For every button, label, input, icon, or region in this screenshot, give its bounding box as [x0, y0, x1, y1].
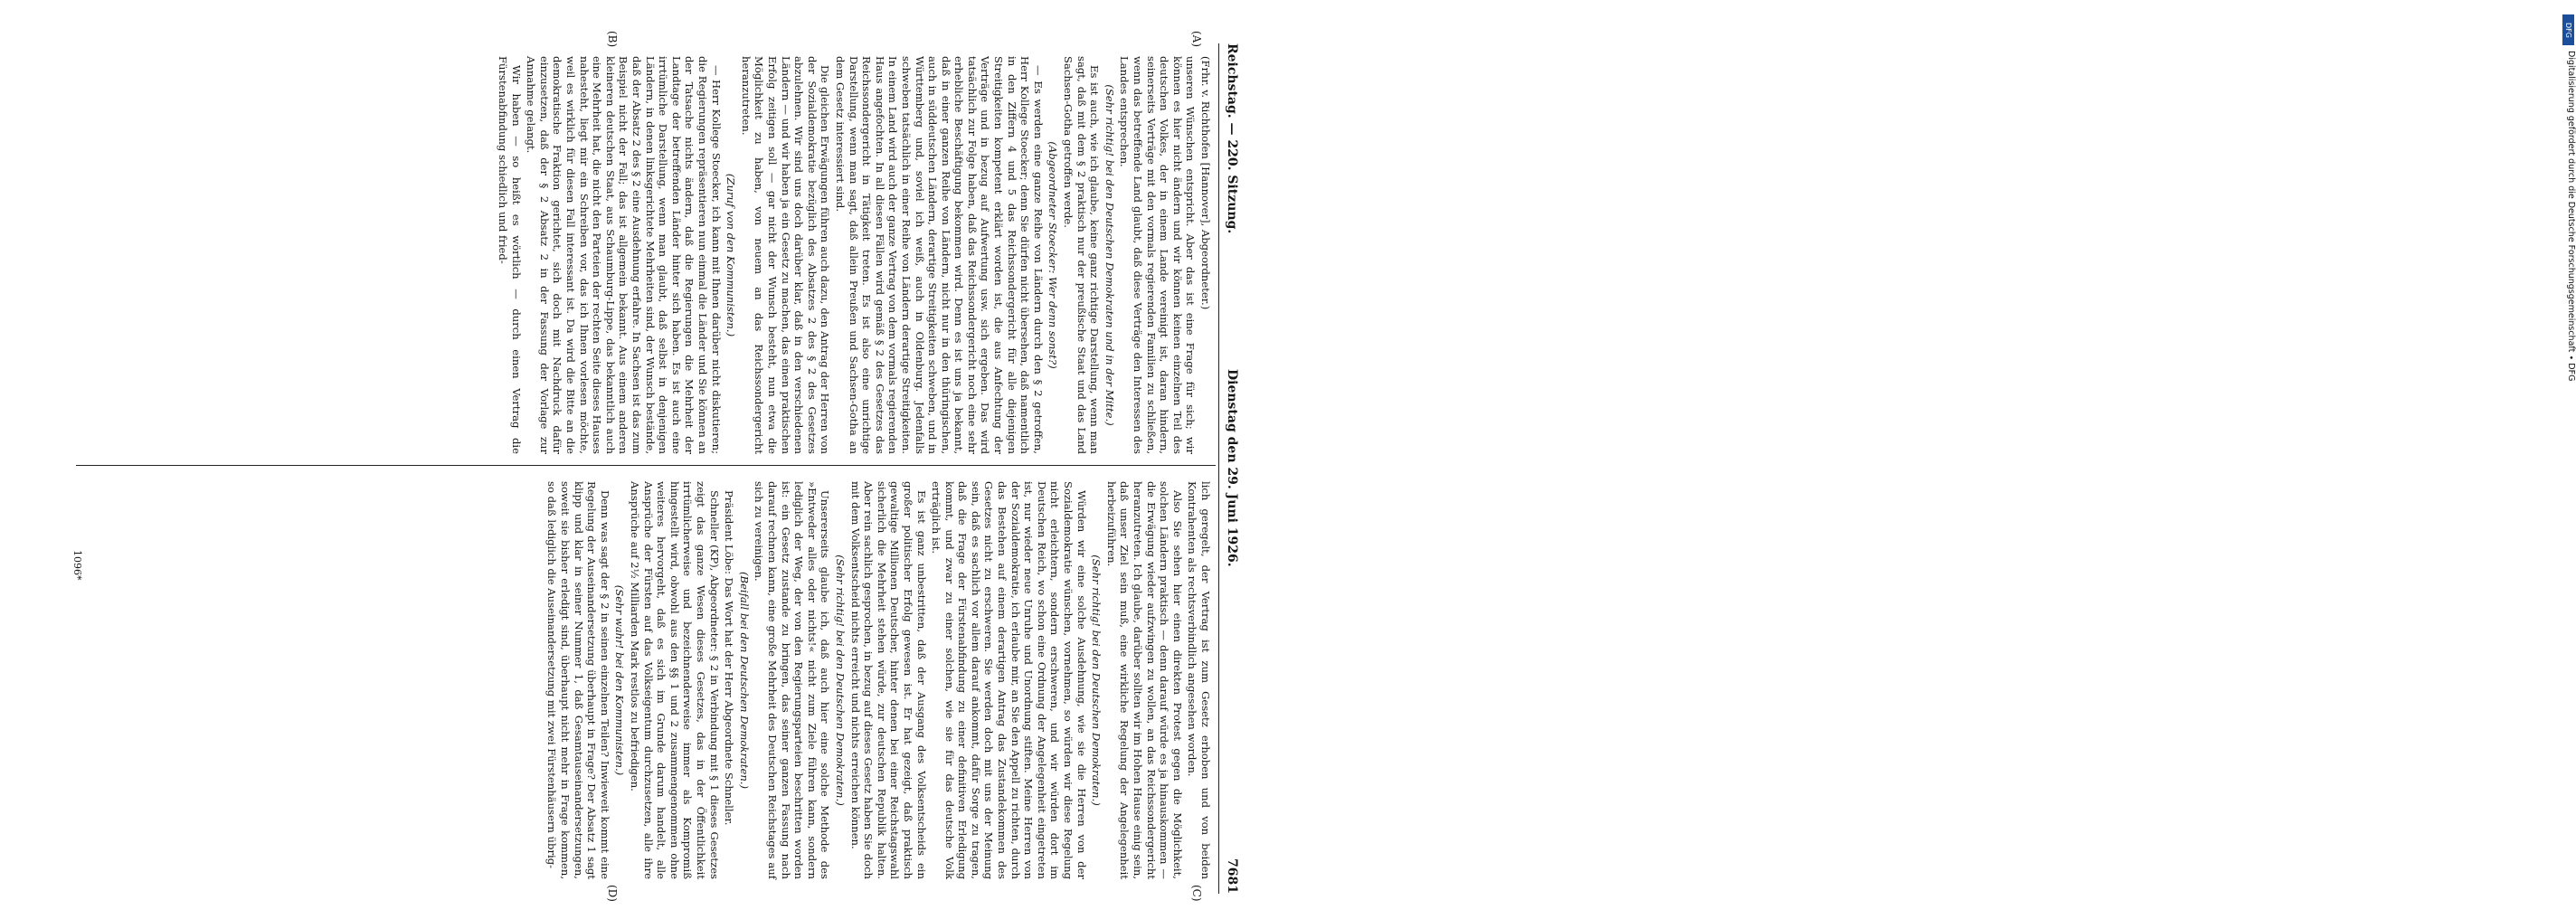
header-rule: [1218, 43, 1219, 894]
page-header: [1219, 43, 1243, 894]
right-column: [544, 481, 1212, 879]
dfg-logo: DFG: [2562, 14, 2574, 45]
interjection: (Sehr richtig! bei den Deutschen Demokraten.): [1090, 555, 1103, 806]
speaker-statement: Schneller (KP), Abgeordneter: § 2 in Verbindung mit § 1 dieses Gesetzes zeigt das ganze Wesen dieses Gesetzes, das in der Öffentlichkeit irrtümlicherweise und bezeichnenderweise immer als Kompromiß hingestellt wird, obwohl aus den §§ 1 und 2 zusammengenommen ohne weiteres hervorgeht, daß es sich im Grunde darum handelt, alle Ansprüche der Fürsten auf das Volkseigentum durchzusetzen, alle ihre Ansprüche auf 2½ Milliarden Mark restlos zu befriedigen.: [629, 481, 721, 879]
paragraph: — Herr Kollege Stoecker, ich kann mit Ihnen darüber nicht diskutieren; die Regierungen repräsentieren nun einmal die Länder und Sie können an der Tatsache nichts ändern, daß die Regierungen die Mehrheit der Landtage der betreffenden Länder hinter sich haben. Es ist auch eine irrtümliche Darstellung, wenn man glaubt, daß selbst in denjenigen Ländern, in denen linksgerichtete Mehrheiten sind, der Wunsch bestände, daß der Absatz 2 des § 2 eine Ausdehnung erfahre. In Sachsen ist das zum Beispiel nicht der Fall; das ist allgemein bekannt. Aus einem anderen kleineren deutschen Staat, aus Schaumburg-Lippe, das bekanntlich auch eine Mehrheit hat, die nicht den Parteien der rechten Seite dieses Hauses nahesteht, liegt mir ein Schreiben vor, das ich Ihnen vorlesen möchte, weil es wirklich für diesen Fall interessant ist. Da wird die Bitte an die demokratische Fraktion gerichtet, sich doch mit Nachdruck dafür einzusetzen, daß der § 2 Absatz 2 in der Fassung der Vorlage zur Annahme gelangt.: [525, 56, 723, 454]
newspaper-page: [67, 31, 1243, 902]
digitization-credit: Digitalisierung gefördert durch die Deutsche Forschungsgemeinschaft ∙ DFG: [2566, 51, 2576, 382]
digitization-strip: [1279, 9, 2576, 896]
margin-mark-b: (B): [606, 31, 619, 48]
paragraph: Es ist ganz unbestritten, daß der Ausgang des Volksentscheids ein großer politischer Erfolg gewesen ist. Er hat gezeigt, daß praktisch gewaltige Millionen Deutscher, hinter denen bei einer Reichstagswahl sicherlich die Mehrheit stehen würde, zur deutschen Republik halten. Aber rein sachlich gesprochen, in bezug auf dieses Gesetz haben Sie doch mit dem Volksentscheid nichts erreicht und nichts erreichen können.: [848, 481, 928, 879]
interjection: (Sehr richtig! bei den Deutschen Demokraten und in der Mitte.): [1103, 84, 1116, 426]
paragraph: Es ist auch, wie ich glaube, keine ganz richtige Darstellung, wenn man sagt, daß mit dem § 2 praktisch nur der preußische Staat und das Land Sachsen-Gotha getroffen werde.: [1062, 56, 1102, 454]
interjection: (Beifall bei den Deutschen Demokraten.): [737, 571, 751, 790]
paragraph: Also Sie sehen hier einen direkten Protest gegen die Möglichkeit, solchen Ländern praktisch — denn darauf würde es ja hinauskommen — die Erwägung wieder aufzwingen zu wollen, an das Reichssondergericht heranzutreten. Ich glaube, darüber sollten wir im Hohen Hause einig sein, daß unser Ziel sein muß, eine wirkliche Regelung der Angelegenheit herbeizuführen.: [1104, 481, 1184, 879]
paragraph: Würden wir eine solche Ausdehnung, wie sie die Herren von der Sozialdemokratie wünschen, vornehmen, so würden wir diese Regelung nicht erleichtern, sondern erschweren, und wir würden dort im Deutschen Reich, wo schon eine Ordnung der Angelegenheit eingetreten ist, nur wieder neue Unruhe und Unordnung stiften. Meine Herren von der Sozialdemokratie, ich erlaube mir, an Sie den Appell zu richten, durch das Bestehen auf einem derartigen Antrag das Zustandekommen des Gesetzes nicht zu erschweren. Sie werden doch mit uns der Meinung sein, daß es sachlich vor allem darauf ankommt, dafür Sorge zu tragen, daß die Frage der Fürstenabfindung zu einer definitiven Erledigung kommt, und zwar zu einer solchen, wie sie für das deutsche Volk erträglich ist.: [930, 481, 1088, 879]
paragraph: Denn was sagt der § 2 in seinen einzelnen Teilen? Inwieweit kommt eine Regelung der Auseinandersetzung überhaupt in Frage? Der Absatz 1 sagt klipp und klar in seiner Nummer 1, daß Gesamtauseinandersetzungen, soweit sie bisher erledigt sind, überhaupt nicht mehr in Frage kommen, so daß lediglich die Auseinandersetzung mit zwei Fürstenhäusern übrig-: [545, 481, 611, 879]
paragraph: — Es werden eine ganze Reihe von Ländern durch den § 2 getroffen, Herr Kollege Stoecker; denn Sie dürfen nicht übersehen, daß namentlich in den Ziffern 4 und 5 das Reichssondergericht für alle diejenigen Streitigkeiten kompetent erklärt worden ist, die aus Anfechtung der Verträge und in bezug auf Aufwertung usw. sich ergeben. Das wird tatsächlich zur Folge haben, daß das Reichssondergericht noch eine sehr erhebliche Beschäftigung bekommen wird. Denn es ist uns ja bekannt, daß in einer ganzen Reihe von Ländern, nicht nur in den thüringischen, auch in süddeutschen Ländern, derartige Streitigkeiten schweben, und in Württemberg und, soviel ich weiß, auch in Oldenburg. Jedenfalls schweben tatsächlich in einer Reihe von Ländern derartige Streitigkeiten. In einem Land wird auch der ganze Vertrag von dem vormals regierenden Haus angefochten. In all diesen Fällen wird gemäß § 2 des Gesetzes das Reichssondergericht in Tätigkeit treten. Es ist also eine unrichtige Darstellung, wenn man sagt, daß allein Preußen und Sachsen-Gotha an dem Gesetz interessiert sind.: [833, 56, 1045, 454]
margin-mark-c: (C): [1190, 885, 1203, 902]
speaker-attribution: (Frhr. v. Richthofen [Hannover], Abgeordneter.): [1199, 56, 1212, 310]
left-column: [495, 56, 1212, 454]
paragraph: Wir haben — so heißt es wörtlich — durch einen Vertrag die Fürstenabfindung schiedlich und fried-: [497, 56, 523, 454]
paragraph: Unsererseits glaube ich, daß auch hier eine solche Methode des »Entweder alles oder nichts!« nicht zum Ziele führen kann, sondern lediglich der Weg, der von den Regierungsparteien beschritten worden ist: ein Gesetz zustande zu bringen, das seiner ganzen Fassung nach darauf rechnen kann, eine große Mehrheit des Deutschen Reichstages auf sich zu vereinigen.: [753, 481, 832, 879]
header-date: Dienstag den 29. Juni 1926.: [1225, 369, 1239, 567]
margin-mark-d: (D): [606, 885, 619, 902]
interjection: (Sehr richtig! bei den Deutschen Demokraten.): [833, 555, 847, 806]
paragraph: unseren Wünschen entspricht. Aber das ist eine Frage für sich; wir können es hier nicht ändern und wir können keinen einzelnen Teil des deutschen Volkes, der in einem Lande vereinigt ist, daran hindern, seinerseits Verträge mit den vormals regierenden Familien zu schließen, wenn das betreffende Land glaubt, daß diese Verträge den Interessen des Landes entsprechen.: [1118, 56, 1198, 454]
interjection: (Zuruf von den Kommunisten.): [724, 173, 738, 337]
printer-signature: 1096*: [71, 550, 83, 581]
paragraph: lich geregelt, der Vertrag ist zum Gesetz erhoben und von beiden Kontrahenten als rechtsverbindlich angesehen worden.: [1186, 481, 1212, 879]
president-statement: Präsident Löbe: Das Wort hat der Herr Abgeordnete Schneller.: [723, 490, 736, 826]
margin-mark-a: (A): [1190, 31, 1203, 48]
column-divider: [76, 465, 1216, 466]
interjection: (Abgeordneter Stoecker: Wer denn sonst?): [1046, 141, 1060, 369]
header-session: Reichstag. — 220. Sitzung.: [1225, 43, 1239, 234]
paragraph: Die gleichen Erwägungen führen auch dazu, den Antrag der Herren von der Sozialdemokratie bezüglich des Absatzes 2 des § 2 des Gesetzes abzulehnen. Wir sind uns doch darüber klar, daß in den verschiedenen Ländern — und wir haben ja ein Gesetz zu machen, das einen praktischen Erfolg zeitigen soll — gar nicht der Wunsch besteht, nun etwa die Möglichkeit zu haben, von neuem an das Reichssondergericht heranzutreten.: [739, 56, 832, 454]
header-page-number: 7681: [1225, 858, 1239, 894]
interjection: (Sehr wahr! bei den Kommunisten.): [613, 584, 627, 776]
